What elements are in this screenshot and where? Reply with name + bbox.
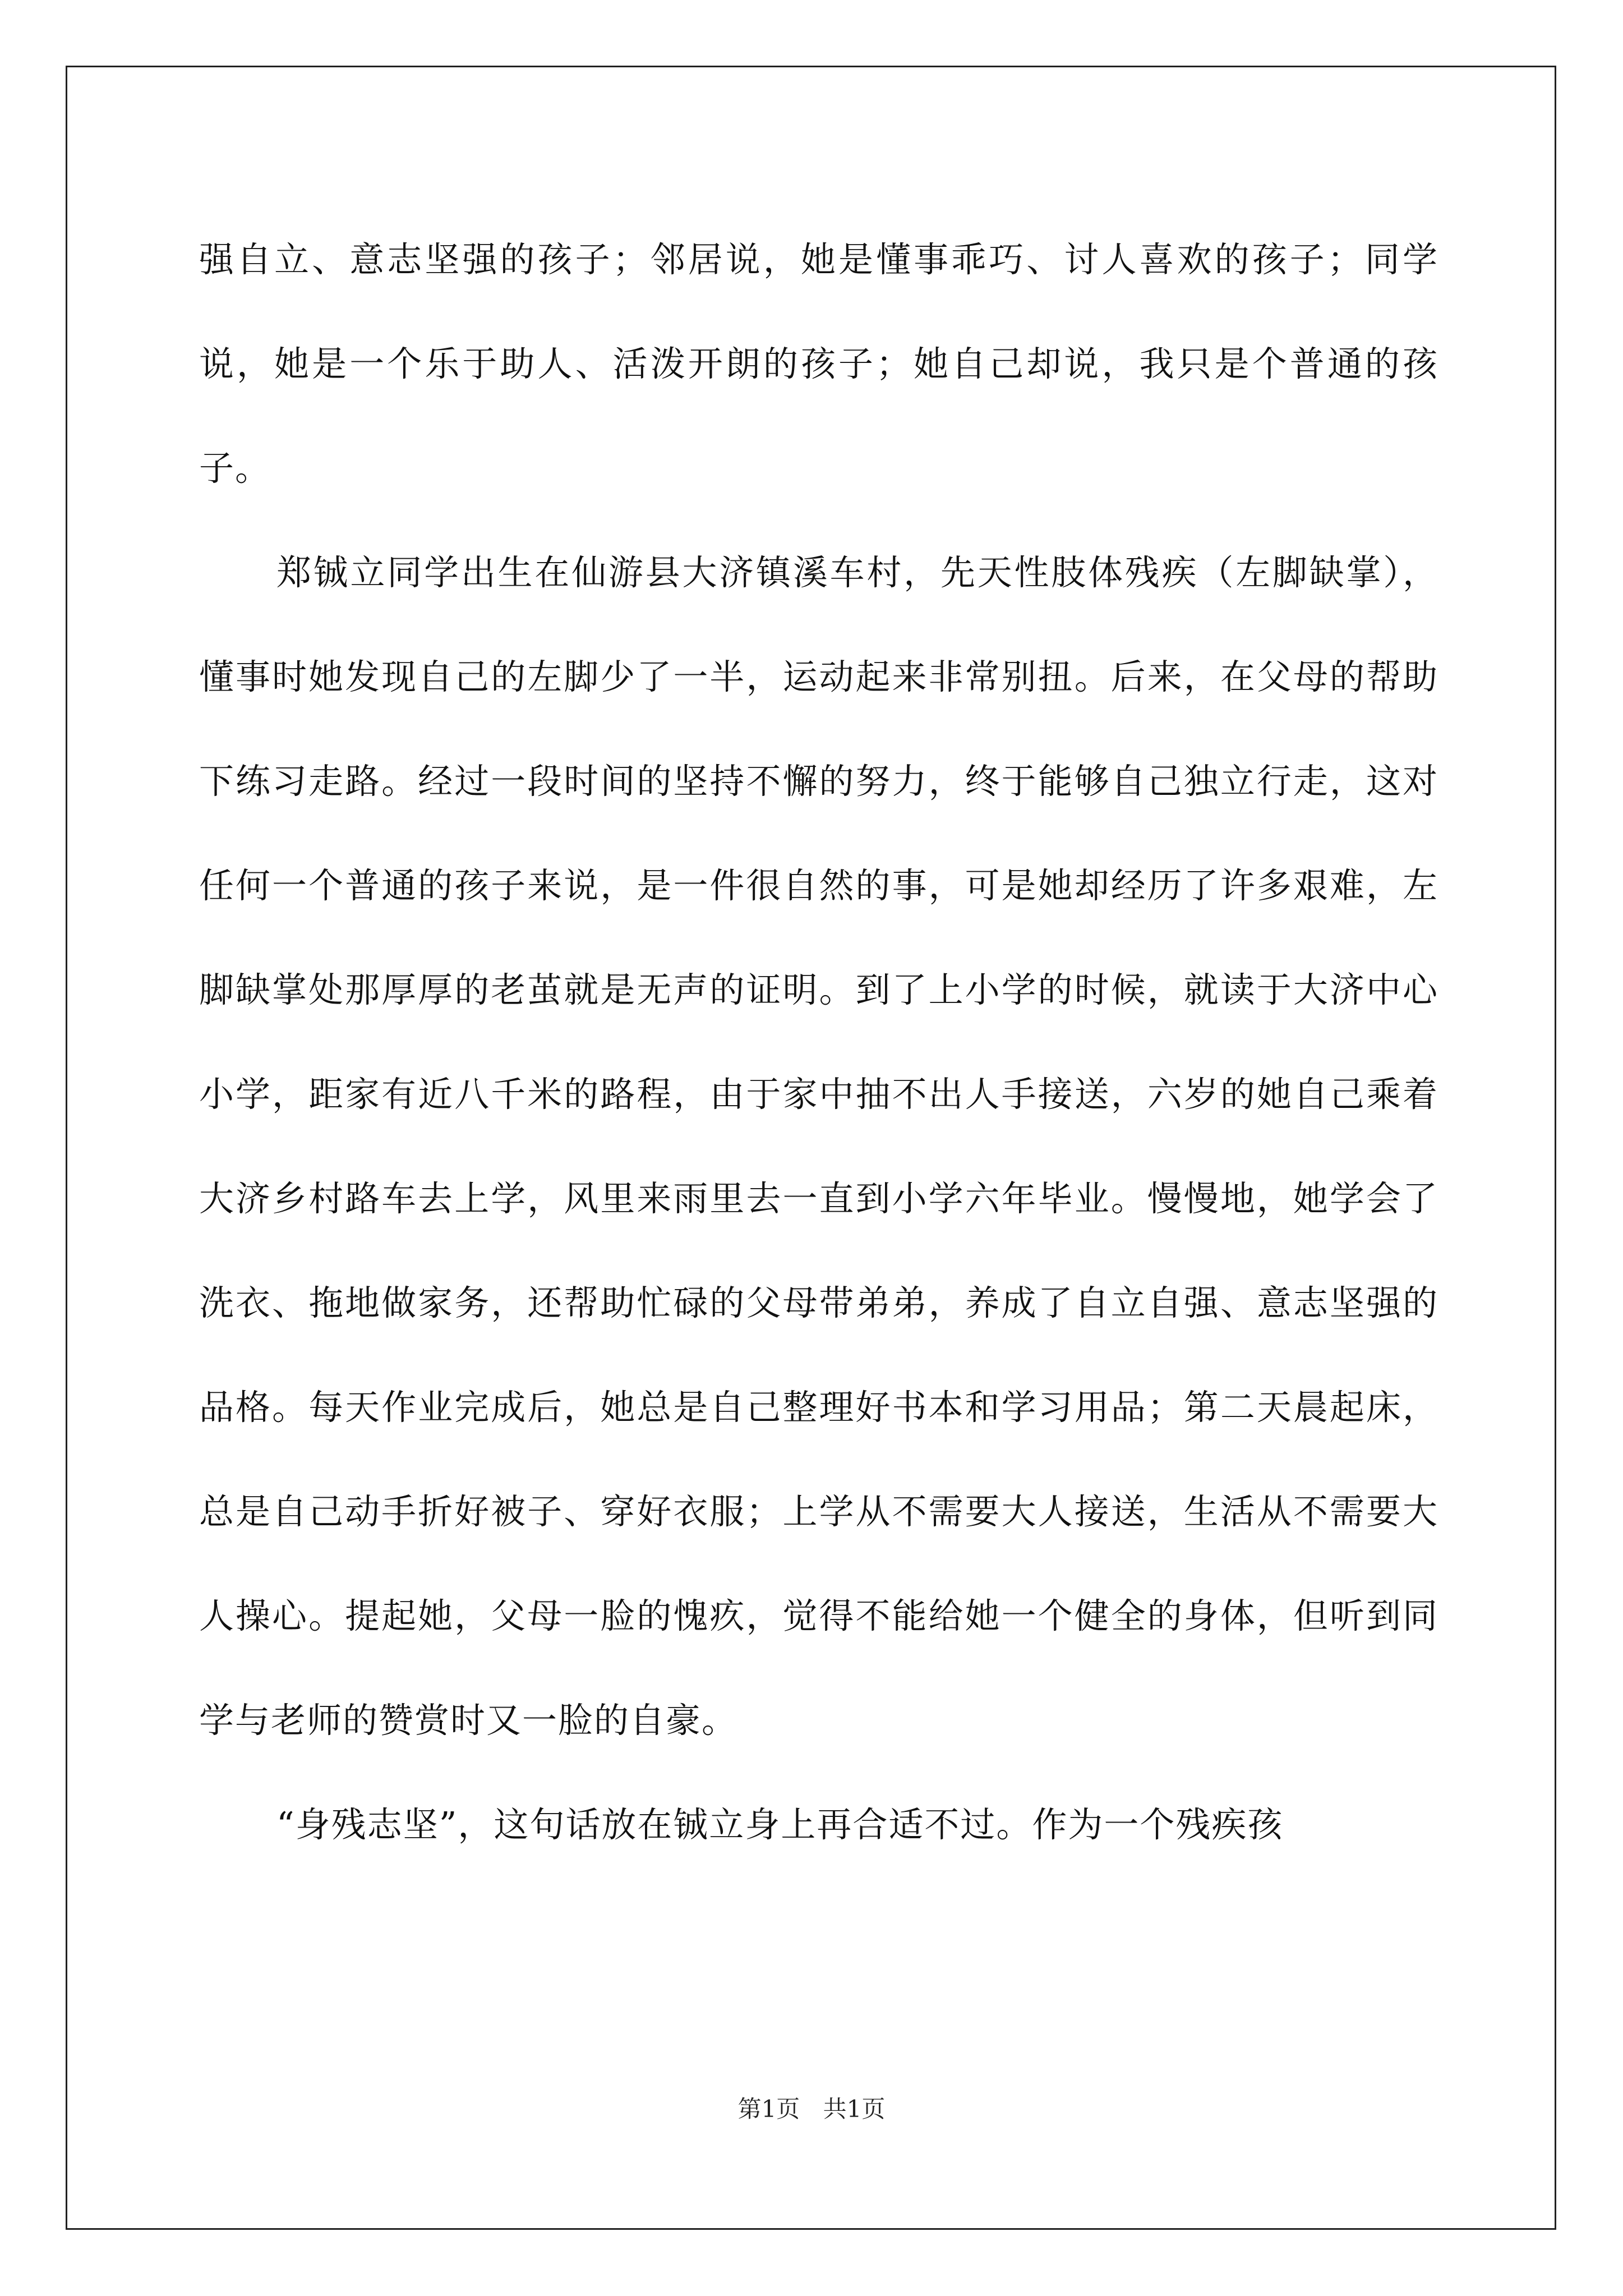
document-body [199,208,1438,1877]
paragraph-2: 郑铖立同学出生在仙游县大济镇溪车村，先天性肢体残疾（左脚缺掌），懂事时她发现自己的左脚少了一半，运动起来非常别扭。后来，在父母的帮助下练习走路。经过一段时间的坚持不懈的努力，终于能够自己独立行走，这对任何一个普通的孩子来说，是一件很自然的事，可是她却经历了许多艰难，左脚缺掌处那厚厚的老茧就是无声的证明。到了上小学的时候，就读于大济中心小学，距家有近八千米的路程，由于家中抽不出人手接送，六岁的她自己乘着大济乡村路车去上学，风里来雨里去一直到小学六年毕业。慢慢地，她学会了洗衣、拖地做家务，还帮助忙碌的父母带弟弟，养成了自立自强、意志坚强的品格。每天作业完成后，她总是自己整理好书本和学习用品；第二天晨起床，总是自己动手折好被子、穿好衣服；上学从不需要大人接送，生活从不需要大人操心。提起她，父母一脸的愧疚，觉得不能给她一个健全的身体，但听到同学与老师的赞赏时又一脸的自豪。 [199,552,1438,1741]
paragraph-3: “身残志坚”，这句话放在铖立身上再合适不过。作为一个残疾孩 [276,1804,1284,1845]
page-footer [0,2092,1623,2126]
paragraph-1: 强自立、意志坚强的孩子；邻居说，她是懂事乖巧、讨人喜欢的孩子；同学说，她是一个乐于助人、活泼开朗的孩子；她自己却说，我只是个普通的孩子。 [199,239,1438,489]
page-number: 第1页 [737,2095,800,2123]
page-total: 共1页 [823,2095,886,2123]
